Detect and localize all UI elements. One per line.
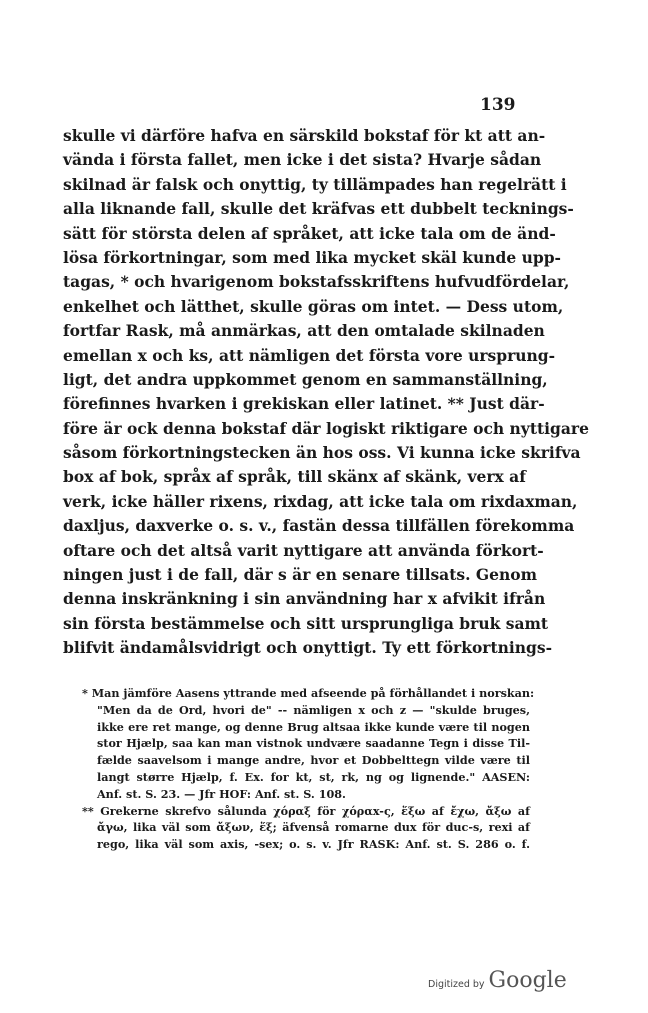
body-line: ligt, det andra uppkommet genom en sammanställning,: [63, 369, 548, 389]
body-line: sätt för största delen af språket, att icke tala om de änd-: [63, 223, 556, 243]
body-line: ningen just i de fall, där s är en senare tillsats. Genom: [63, 565, 538, 585]
page-number: 139: [480, 95, 516, 115]
digitized-label: Digitized by: [428, 979, 485, 990]
body-line: tagas, * och hvarigenom bokstafsskriftens hufvudfördelar,: [63, 272, 570, 292]
body-line: box af bok, språx af språk, till skänx af skänk, verx af: [63, 467, 526, 487]
body-line: blifvit ändamålsvidrigt och onyttigt. Ty ett förkortnings-: [63, 638, 553, 658]
body-line: fortfar Rask, må anmärkas, att den omtalade skilnaden: [63, 321, 545, 341]
body-line: daxljus, daxverke o. s. v., fastän dessa tillfällen förekomma: [63, 516, 575, 536]
footnote-line: langt større Hjælp, f. Ex. for kt, st, rk, ng og lignende." AASEN:: [97, 769, 530, 784]
footnote-line: ἄγω, lika väl som ἄξων, ἕξ; äfvenså romarne dux för duc-s, rexi af: [97, 820, 530, 835]
body-line: denna inskränkning i sin användning har x afvikit ifrån: [63, 589, 546, 609]
footnote-line: * Man jämföre Aasens yttrande med afseende på förhållandet i norskan:: [82, 686, 535, 700]
footnote-line: ikke ere ret mange, og denne Brug altsaa ikke kunde være til nogen: [97, 719, 530, 734]
body-line: emellan x och ks, att nämligen det första vore ursprung-: [63, 345, 556, 365]
footnotes: [82, 685, 535, 853]
body-line: skulle vi därföre hafva en särskild bokstaf för kt att an-: [63, 126, 546, 145]
footnote-line: stor Hjælp, saa kan man vistnok undvære saadanne Tegn i disse Til-: [97, 736, 530, 751]
body-line: skilnad är falsk och onyttig, ty tillämpades han regelrätt i: [63, 174, 567, 194]
body-line: vända i första fallet, men icke i det sista? Hvarje sådan: [63, 150, 542, 170]
footnote-line: rego, lika väl som axis, -sex; o. s. v. Jfr RASK: Anf. st. S. 286 o. f.: [97, 837, 530, 852]
body-line: före är ock denna bokstaf där logiskt riktigare och nyttigare: [63, 418, 589, 438]
body-line: såsom förkortningstecken än hos oss. Vi kunna icke skrifva: [63, 443, 581, 463]
body-line: alla liknande fall, skulle det kräfvas ett dubbelt tecknings-: [63, 199, 574, 219]
footnote-line: fælde saavelsom i mange andre, hvor et Dobbelttegn vilde være til: [97, 753, 530, 768]
google-logo: Google: [488, 968, 567, 993]
body-line: lösa förkortningar, som med lika mycket skäl kunde upp-: [63, 247, 561, 267]
body-line: oftare och det altså varit nyttigare att använda förkort-: [63, 540, 544, 560]
body-line: sin första bestämmelse och sitt ursprungliga bruk samt: [63, 613, 549, 633]
body-line: verk, icke häller rixens, rixdag, att icke tala om rixdaxman,: [63, 491, 578, 511]
body-line: förefinnes hvarken i grekiskan eller latinet. ** Just där-: [63, 394, 545, 414]
footnote-line: "Men da de Ord, hvori de" -- nämligen x och z — "skulde bruges,: [97, 702, 530, 717]
footnote-line: ** Grekerne skrefvo sålunda χόραξ för χόραx-ς, ἕξω af ἔχω, ἄξω af: [82, 803, 530, 818]
footnote-line: Anf. st. S. 23. — Jfr HOF: Anf. st. S. 108.: [97, 786, 346, 801]
body-line: enkelhet och lätthet, skulle göras om intet. — Dess utom,: [63, 296, 564, 316]
body-text: [63, 124, 589, 661]
digitized-by-google-footer: [428, 968, 567, 993]
